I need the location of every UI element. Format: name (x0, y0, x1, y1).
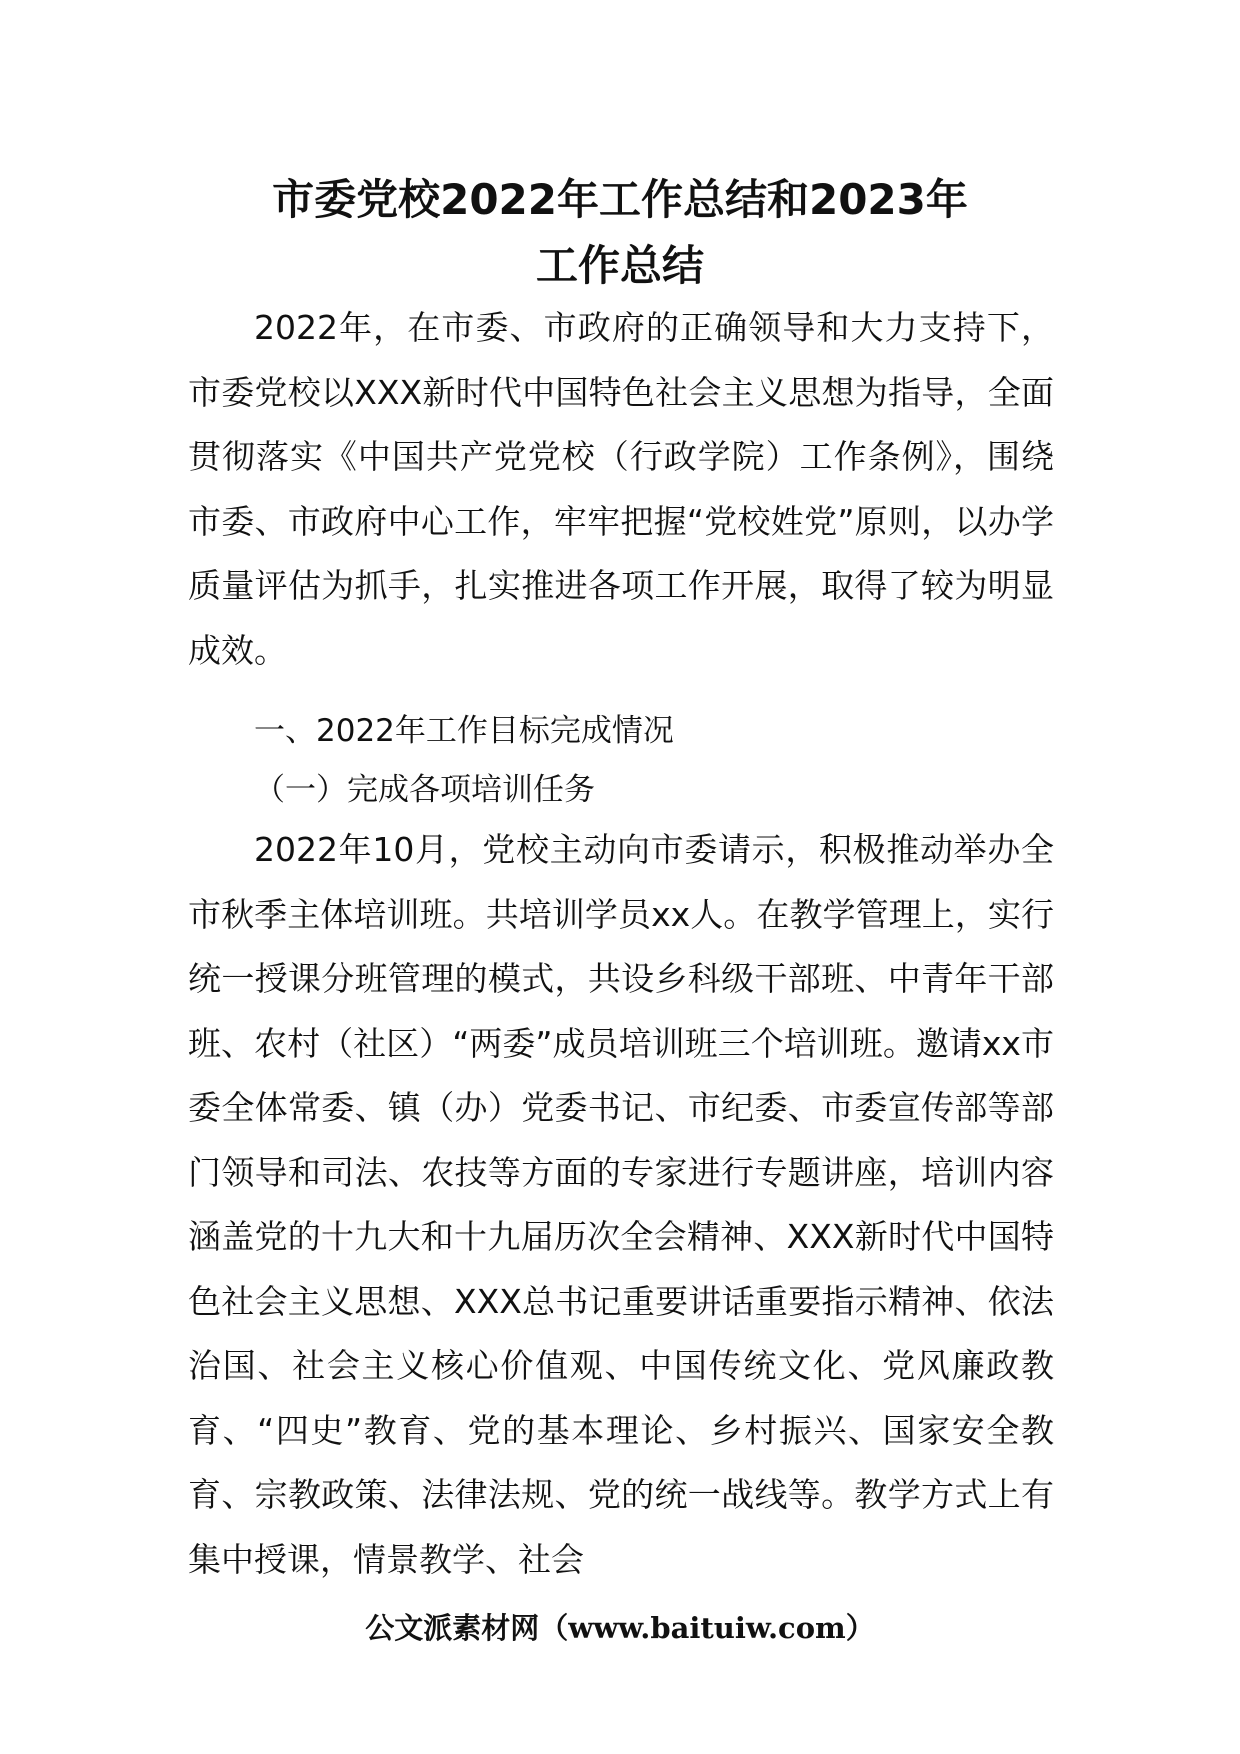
intro-paragraph: 2022年，在市委、市政府的正确领导和大力支持下，市委党校以XXX新时代中国特色社会主义思想为指导，全面贯彻落实《中国共产党党校（行政学院）工作条例》，围绕市委、市政府中心工作，牢牢把握“党校姓党”原则，以办学质量评估为抓手，扎实推进各项工作开展，取得了较为明显成效。 (188, 308, 1054, 670)
document-body (188, 296, 1054, 1592)
subsection-heading: （一）完成各项培训任务 (254, 771, 595, 808)
footer-watermark-text: 公文派素材网（www.baituiw.com） (365, 1611, 875, 1645)
training-paragraph: 2022年10月，党校主动向市委请示，积极推动举办全市秋季主体培训班。共培训学员xx人。在教学管理上，实行统一授课分班管理的模式，共设乡科级干部班、中青年干部班、农村（社区）“两委”成员培训班三个培训班。邀请xx市委全体常委、镇（办）党委书记、市纪委、市委宣传部等部门领导和司法、农技等方面的专家进行专题讲座，培训内容涵盖党的十九大和十九届历次全会精神、XXX新时代中国特色社会主义思想、XXX总书记重要讲话重要指示精神、依法治国、社会主义核心价值观、中国传统文化、党风廉政教育、“四史”教育、党的基本理论、乡村振兴、国家安全教育、宗教政策、法律法规、党的统一战线等。教学方式上有集中授课，情景教学、社会 (188, 830, 1054, 1579)
document-title-line1: 市委党校2022年工作总结和2023年 (272, 175, 968, 224)
section-heading: 一、2022年工作目标完成情况 (254, 713, 674, 749)
document-title-line2: 工作总结 (535, 241, 704, 290)
